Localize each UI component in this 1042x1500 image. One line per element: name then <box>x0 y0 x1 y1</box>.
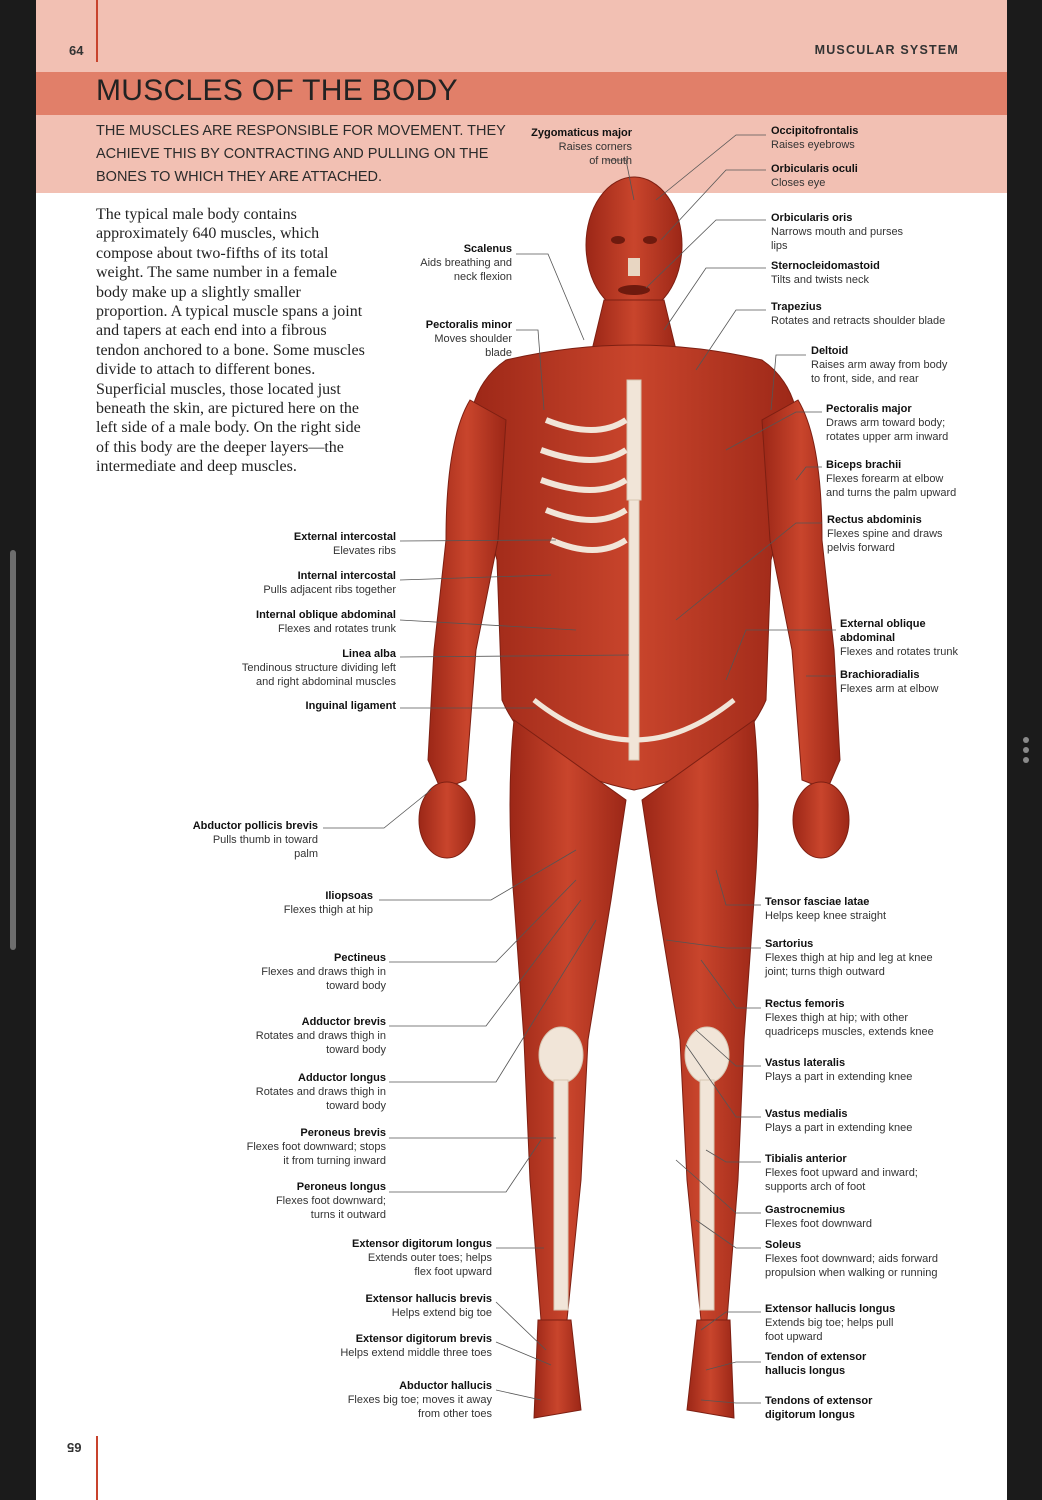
label-adductor-longus: Adductor longus Rotates and draws thigh in toward body <box>255 1072 386 1112</box>
label-scalenus: Scalenus Aids breathing and neck flexion <box>420 243 512 283</box>
label-external-oblique-abdominal: External oblique abdominal <box>840 618 926 644</box>
label-pectoralis-major: Pectoralis major Draws arm toward body; rotates upper arm inward <box>826 403 949 443</box>
label-occipitofrontalis: Occipitofrontalis Raises eyebrows <box>771 125 859 151</box>
label-orbicularis-oculi: Orbicularis oculi Closes eye <box>771 163 858 189</box>
more-options-dot[interactable] <box>1023 737 1029 743</box>
label-tibialis-anterior: Tibialis anterior Flexes foot upward and inward; supports arch of foot <box>765 1153 918 1193</box>
label-rectus-abdominis: Rectus abdominis Flexes spine and draws pelvis forward <box>827 514 943 554</box>
label-vastus-medialis: Vastus medialis Plays a part in extending knee <box>765 1108 913 1134</box>
label-brachioradialis: Brachioradialis Flexes arm at elbow <box>840 669 939 695</box>
label-gastrocnemius: Gastrocnemius Flexes foot downward <box>765 1204 872 1230</box>
label-zygomaticus-major: Zygomaticus major Raises corners of mouth <box>531 127 632 167</box>
label-internal-intercostal: Internal intercostal Pulls adjacent ribs together <box>263 570 396 596</box>
more-options-dot[interactable] <box>1023 757 1029 763</box>
page-title: MUSCLES OF THE BODY <box>96 74 458 107</box>
label-tensor-fasciae-latae: Tensor fasciae latae Helps keep knee straight <box>765 896 887 922</box>
label-inguinal-ligament: Inguinal ligament <box>305 700 396 712</box>
sternum <box>627 380 641 500</box>
label-extensor-hallucis-brevis: Extensor hallucis brevis Helps extend big toe <box>365 1293 492 1319</box>
label-extensor-hallucis-longus: Extensor hallucis longus Extends big toe; helps pull foot upward <box>765 1303 896 1343</box>
label-peroneus-longus: Peroneus longus Flexes foot downward; turns it outward <box>275 1181 386 1221</box>
label-trapezius: Trapezius Rotates and retracts shoulder blade <box>771 301 946 327</box>
linea-alba <box>629 500 639 760</box>
body-text: The typical male body contains approximately 640 muscles, which compose about two-fifths of its total weight. The same number in a female body make up a slightly smaller proportion. A typical muscle spans a joint and tapers at each end into a fibrous tendon anchored to a bone. Some muscles divide to attach to different bones. Superficial muscles, those located just beneath the skin, are pictured here on the left side of a male body. On the right side of this body are the deeper layers—the intermediate and deep muscles. <box>96 206 365 476</box>
label-rectus-femoris: Rectus femoris Flexes thigh at hip; with other quadriceps muscles, extends knee <box>765 998 934 1038</box>
section-heading: MUSCULAR SYSTEM <box>814 43 959 57</box>
left-hand <box>793 782 849 858</box>
body-silhouette <box>419 177 849 1418</box>
label-vastus-lateralis: Vastus lateralis Plays a part in extending knee <box>765 1057 913 1083</box>
label-extensor-digitorum-brevis: Extensor digitorum brevis Helps extend middle three toes <box>340 1333 492 1359</box>
right-tibia <box>554 1080 568 1310</box>
label-sartorius: Sartorius Flexes thigh at hip and leg at knee joint; turns thigh outward <box>765 938 933 978</box>
label-linea-alba: Linea alba Tendinous structure dividing left and right abdominal muscles <box>241 648 396 688</box>
label-tendon-of-extensor-hallucis-longus: Tendon of extensor hallucis longus <box>765 1351 867 1377</box>
label-external-intercostal: External intercostal Elevates ribs <box>293 531 396 557</box>
scrollbar[interactable] <box>10 550 16 950</box>
book-page <box>36 0 1007 1500</box>
label-extensor-digitorum-longus: Extensor digitorum longus Extends outer toes; helps flex foot upward <box>352 1238 492 1278</box>
intro-text: THE MUSCLES ARE RESPONSIBLE FOR MOVEMENT. THEY ACHIEVE THIS BY CONTRACTING AND PULLING ON THE BONES TO WHICH THEY ARE ATTACHED. <box>96 123 506 185</box>
label-adductor-brevis: Adductor brevis Rotates and draws thigh in toward body <box>255 1016 386 1056</box>
right-knee <box>539 1027 583 1083</box>
flipped-page-number: 65 <box>67 1440 82 1455</box>
label-biceps-brachii: Biceps brachii Flexes forearm at elbow and turns the palm upward <box>826 459 957 499</box>
label-abductor-hallucis: Abductor hallucis Flexes big toe; moves it away from other toes <box>347 1380 492 1420</box>
label-internal-oblique-abdominal: Internal oblique abdominal Flexes and rotates trunk <box>256 609 396 635</box>
right-foot <box>534 1320 581 1418</box>
label-external-oblique-description: Flexes and rotates trunk <box>840 646 959 658</box>
more-options-dot[interactable] <box>1023 747 1029 753</box>
left-tibia <box>700 1080 714 1310</box>
right-arm <box>428 400 506 790</box>
label-sternocleidomastoid: Sternocleidomastoid Tilts and twists neck <box>771 260 880 286</box>
label-iliopsoas: Iliopsoas Flexes thigh at hip <box>283 890 373 916</box>
label-pectoralis-minor: Pectoralis minor Moves shoulder blade <box>425 319 512 359</box>
label-peroneus-brevis: Peroneus brevis Flexes foot downward; stops it from turning inward <box>246 1127 386 1167</box>
label-soleus: Soleus Flexes foot downward; aids forward propulsion when walking or running <box>765 1239 939 1279</box>
label-orbicularis-oris: Orbicularis oris Narrows mouth and purses lips <box>771 212 904 252</box>
label-tendons-of-extensor-digitorum-longus: Tendons of extensor digitorum longus <box>765 1395 873 1421</box>
label-deltoid: Deltoid Raises arm away from body to front, side, and rear <box>811 345 948 385</box>
label-abductor-pollicis-brevis: Abductor pollicis brevis Pulls thumb in toward palm <box>192 820 318 860</box>
page-number: 64 <box>69 43 84 58</box>
neck <box>592 300 676 350</box>
label-pectineus: Pectineus Flexes and draws thigh in toward body <box>261 952 386 992</box>
